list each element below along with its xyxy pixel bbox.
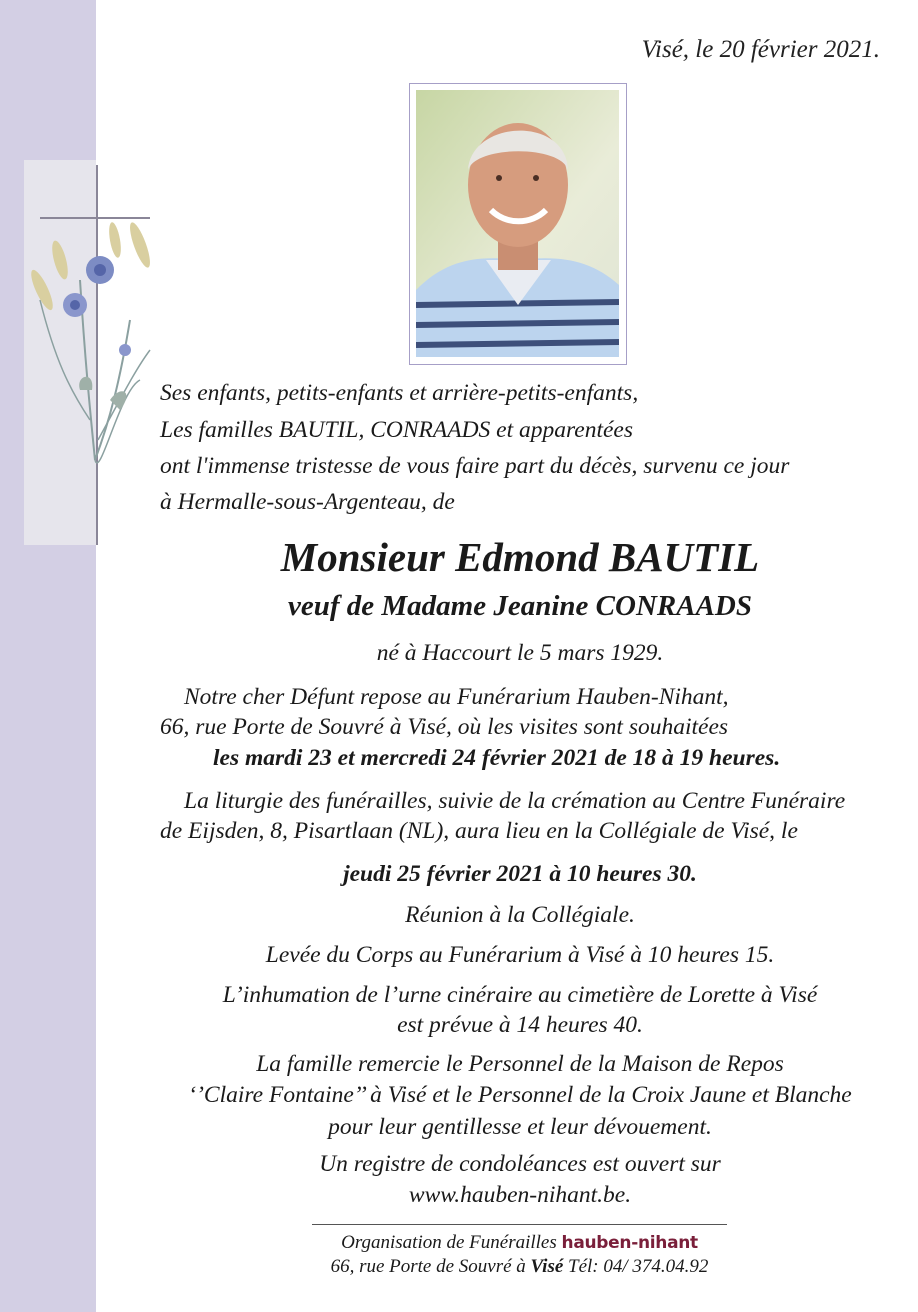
date-line: Visé, le 20 février 2021. xyxy=(641,36,880,63)
footer-org xyxy=(312,1232,727,1254)
meeting-info: Réunion à la Collégiale. xyxy=(405,902,635,928)
visitation-line-2: 66, rue Porte de Souvré à Visé, où les visites sont souhaitées xyxy=(160,714,729,740)
ceremony-line-2: de Eijsden, 8, Pisartlaan (NL), aura lieu en la Collégiale de Visé, le xyxy=(160,818,798,844)
portrait-frame xyxy=(409,83,627,365)
intro-line-2: Les familles BAUTIL, CONRAADS et apparentées xyxy=(160,417,634,443)
brand-logo: hauben-nihant xyxy=(561,1233,698,1253)
portrait-photo xyxy=(416,90,619,357)
visitation-dates: les mardi 23 et mercredi 24 février 2021 de 18 à 19 heures. xyxy=(213,745,781,771)
footer-address xyxy=(312,1256,727,1278)
registry-url[interactable]: www.hauben-nihant.be. xyxy=(408,1182,632,1208)
thanks-line-1: La famille remercie le Personnel de la Maison de Repos xyxy=(256,1051,784,1077)
birth-info: né à Haccourt le 5 mars 1929. xyxy=(376,640,664,666)
burial-line-1: L’inhumation de l’urne cinéraire au cimetière de Lorette à Visé xyxy=(222,982,818,1008)
ceremony-date: jeudi 25 février 2021 à 10 heures 30. xyxy=(343,861,697,887)
intro-line-1: Ses enfants, petits-enfants et arrière-petits-enfants, xyxy=(160,380,639,406)
thanks-line-2: ‘’Claire Fontaine’’ à Visé et le Personnel de la Croix Jaune et Blanche xyxy=(188,1082,852,1108)
intro-line-3: ont l'immense tristesse de vous faire part du décès, survenu ce jour xyxy=(160,453,790,479)
widow-of: veuf de Madame Jeanine CONRAADS xyxy=(288,590,752,622)
registry-line: Un registre de condoléances est ouvert sur xyxy=(319,1151,721,1177)
footer-divider xyxy=(312,1224,727,1225)
footer-org-label: Organisation de Funérailles xyxy=(341,1232,557,1253)
intro-line-4: à Hermalle-sous-Argenteau, de xyxy=(160,489,455,515)
thanks-line-3: pour leur gentillesse et leur dévouement. xyxy=(328,1114,712,1140)
deceased-name: Monsieur Edmond BAUTIL xyxy=(280,534,760,580)
burial-line-2: est prévue à 14 heures 40. xyxy=(397,1012,643,1038)
cross-with-flowers-icon xyxy=(20,160,170,550)
departure-info: Levée du Corps au Funérarium à Visé à 10 heures 15. xyxy=(265,942,775,968)
visitation-line-1: Notre cher Défunt repose au Funérarium Hauben-Nihant, xyxy=(184,684,729,710)
ceremony-line-1: La liturgie des funérailles, suivie de la crémation au Centre Funéraire xyxy=(184,788,846,814)
footer-phone: Tél: 04/ 374.04.92 xyxy=(568,1256,709,1277)
footer-street: 66, rue Porte de Souvré à xyxy=(330,1256,526,1277)
footer-city: Visé xyxy=(530,1256,564,1277)
